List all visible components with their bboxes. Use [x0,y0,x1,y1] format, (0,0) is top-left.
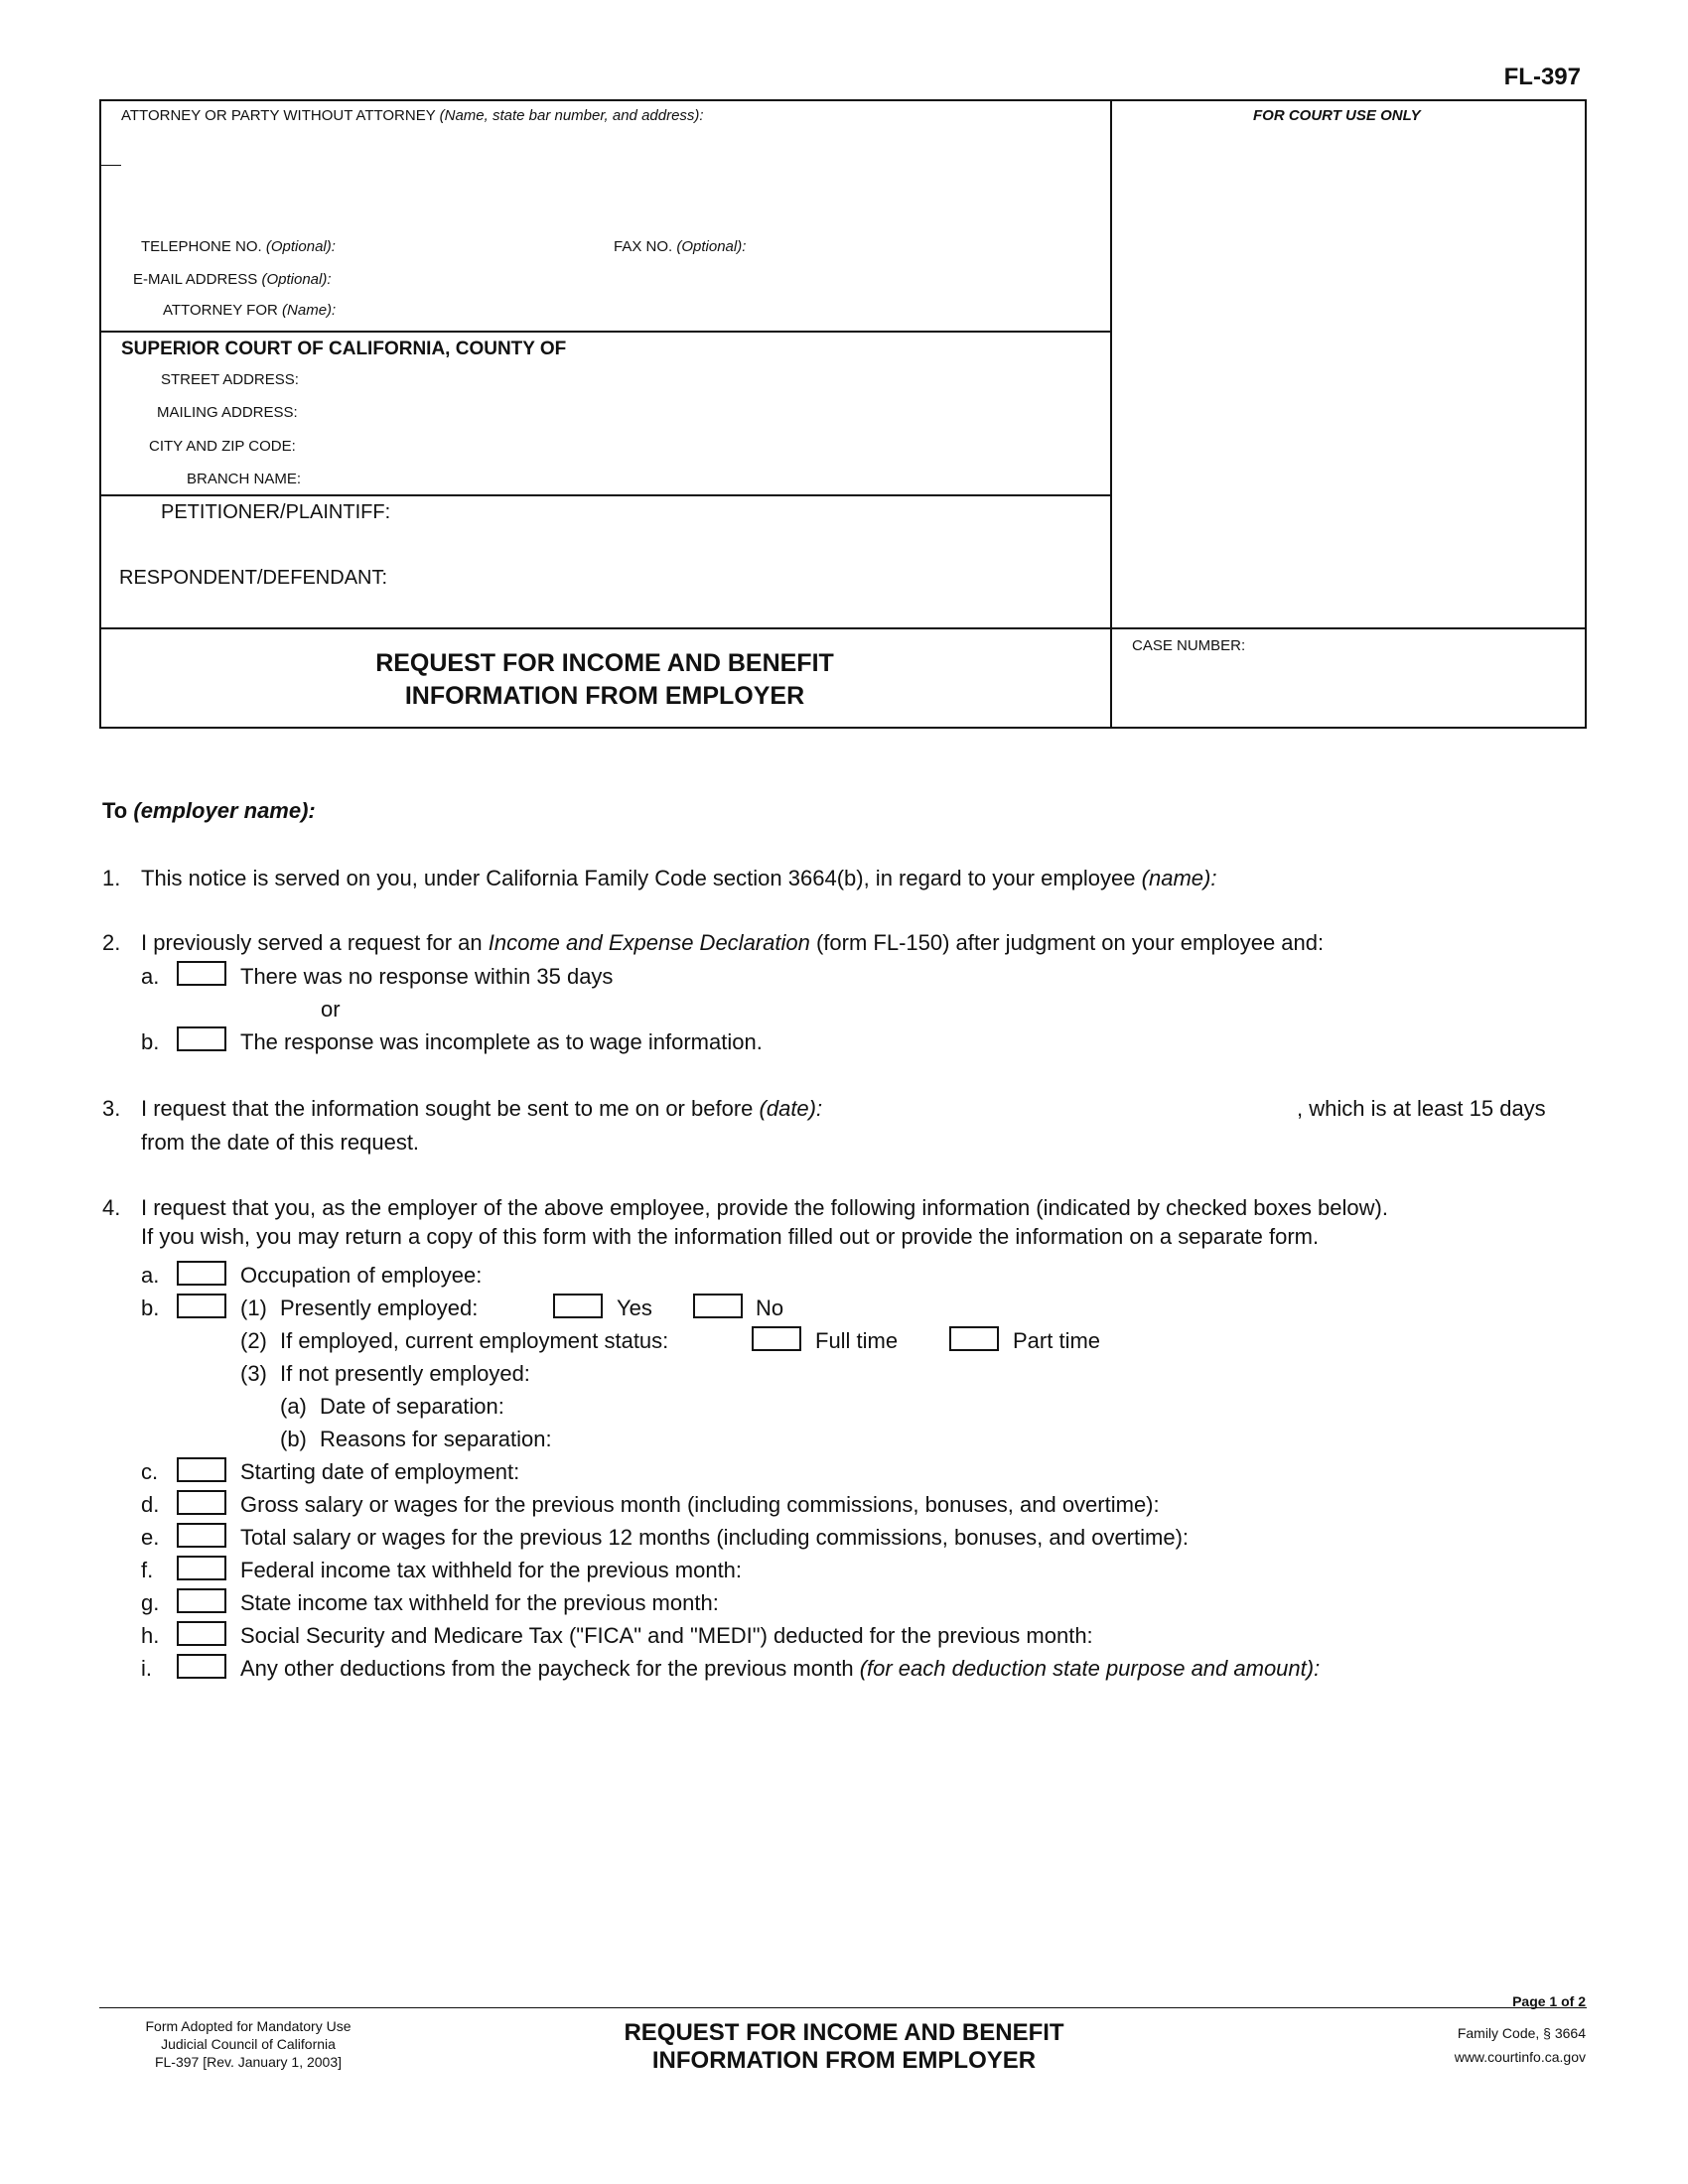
footer-code: Family Code, § 3664 www.courtinfo.ca.gov [1455,2021,1586,2069]
item4g-text: State income tax withheld for the previous month: [240,1590,719,1615]
item4f-letter: f. [141,1558,154,1582]
item4b1-text: Presently employed: [280,1296,479,1320]
item4b3b-number: (b) [280,1427,307,1451]
presently-employed-no-checkbox[interactable] [693,1294,743,1318]
item4d-checkbox[interactable] [177,1490,226,1515]
item4f-checkbox[interactable] [177,1556,226,1580]
telephone-label: TELEPHONE NO. (Optional): [141,238,336,255]
item2-or: or [321,997,341,1022]
full-time-label: Full time [815,1328,899,1353]
footer-website[interactable]: www.courtinfo.ca.gov [1454,2049,1586,2065]
item4g-checkbox[interactable] [177,1588,226,1613]
item4b-checkbox[interactable] [177,1294,226,1318]
item4h-text: Social Security and Medicare Tax ("FICA" and "MEDI") deducted for the previous month: [240,1623,1093,1648]
item4e-checkbox[interactable] [177,1523,226,1548]
item2a-letter: a. [141,964,160,989]
item3-line2: from the date of this request. [141,1130,420,1155]
footer-adopted: Form Adopted for Mandatory Use Judicial Council of California FL-397 [Rev. January 1, 2003] [145,2018,352,2070]
item3-post: , which is at least 15 days [1297,1096,1546,1121]
item4b-letter: b. [141,1296,160,1320]
item2-number: 2. [102,930,121,955]
item2-text: I previously served a request for an Income and Expense Declaration (form FL-150) after judgment on your employee and: [141,930,1325,955]
fax-label: FAX NO. (Optional): [614,238,747,255]
item4a-text: Occupation of employee: [240,1263,483,1288]
item4-line2: If you wish, you may return a copy of this form with the information filled out or provide the information on a separate form. [141,1224,1320,1249]
item2b-text: The response was incomplete as to wage information. [240,1029,763,1054]
item4h-checkbox[interactable] [177,1621,226,1646]
item4-number: 4. [102,1195,121,1220]
presently-employed-yes-checkbox[interactable] [553,1294,603,1318]
item4b1-number: (1) [240,1296,267,1320]
item1-number: 1. [102,866,121,890]
city-zip-label: CITY AND ZIP CODE: [149,438,296,455]
item4b3b-text: Reasons for separation: [320,1427,552,1451]
item4c-checkbox[interactable] [177,1457,226,1482]
item2a-checkbox[interactable] [177,961,226,986]
petitioner-label: PETITIONER/PLAINTIFF: [161,501,391,523]
email-label: E-MAIL ADDRESS (Optional): [133,271,332,288]
item1-text: This notice is served on you, under California Family Code section 3664(b), in regard to your employee (name): [141,866,1217,890]
caption-box [99,99,1587,729]
item4b3a-number: (a) [280,1394,307,1419]
item2a-text: There was no response within 35 days [240,964,614,989]
court-use-label: FOR COURT USE ONLY [1253,107,1421,124]
item4b2-number: (2) [240,1328,267,1353]
yes-label: Yes [617,1296,652,1320]
page-number: Page 1 of 2 [1512,1993,1586,2009]
attorney-mark [99,165,121,166]
attorney-label: ATTORNEY OR PARTY WITHOUT ATTORNEY (Name, state bar number, and address): [121,107,704,124]
court-name: SUPERIOR COURT OF CALIFORNIA, COUNTY OF [121,339,567,359]
item4i-letter: i. [141,1656,152,1681]
form-title: REQUEST FOR INCOME AND BENEFIT INFORMATION FROM EMPLOYER [375,649,834,710]
full-time-checkbox[interactable] [752,1326,801,1351]
title-separator [99,627,1587,629]
item4b2-text: If employed, current employment status: [280,1328,669,1353]
part-time-label: Part time [1013,1328,1101,1353]
to-employer-line: To (employer name): [102,798,316,823]
footer-title: REQUEST FOR INCOME AND BENEFIT INFORMATION FROM EMPLOYER [624,2019,1064,2074]
item4e-text: Total salary or wages for the previous 12 months (including commissions, bonuses, and overtime): [240,1525,1190,1550]
item4h-letter: h. [141,1623,160,1648]
item4f-text: Federal income tax withheld for the previous month: [240,1558,743,1582]
item3-text: I request that the information sought be sent to me on or before (date): [141,1096,823,1121]
caption-divider [1110,99,1112,729]
case-number-label: CASE NUMBER: [1132,637,1246,654]
court-separator [99,331,1112,333]
branch-name-label: BRANCH NAME: [187,471,302,487]
form-number: FL-397 [1503,64,1581,90]
item3-number: 3. [102,1096,121,1121]
item4b3-text: If not presently employed: [280,1361,530,1386]
item4a-letter: a. [141,1263,160,1288]
mailing-address-label: MAILING ADDRESS: [157,404,298,421]
item4d-text: Gross salary or wages for the previous month (including commissions, bonuses, and overtime): [240,1492,1160,1517]
item4i-text: Any other deductions from the paycheck for the previous month (for each deduction state purpose and amount): [240,1656,1321,1681]
item4e-letter: e. [141,1525,160,1550]
item4-line1: I request that you, as the employer of the above employee, provide the following information (indicated by checked boxes below). [141,1195,1388,1220]
respondent-label: RESPONDENT/DEFENDANT: [119,567,388,589]
item2b-letter: b. [141,1029,160,1054]
parties-separator [99,494,1112,496]
item4i-checkbox[interactable] [177,1654,226,1679]
item2b-checkbox[interactable] [177,1026,226,1051]
item4c-text: Starting date of employment: [240,1459,520,1484]
item4b3a-text: Date of separation: [320,1394,504,1419]
item4g-letter: g. [141,1590,160,1615]
no-label: No [756,1296,784,1320]
footer-rule [99,2007,1587,2008]
street-address-label: STREET ADDRESS: [161,371,299,388]
attorney-for-label: ATTORNEY FOR (Name): [163,302,337,319]
part-time-checkbox[interactable] [949,1326,999,1351]
item4d-letter: d. [141,1492,160,1517]
item4c-letter: c. [141,1459,159,1484]
item4a-checkbox[interactable] [177,1261,226,1286]
item4b3-number: (3) [240,1361,267,1386]
